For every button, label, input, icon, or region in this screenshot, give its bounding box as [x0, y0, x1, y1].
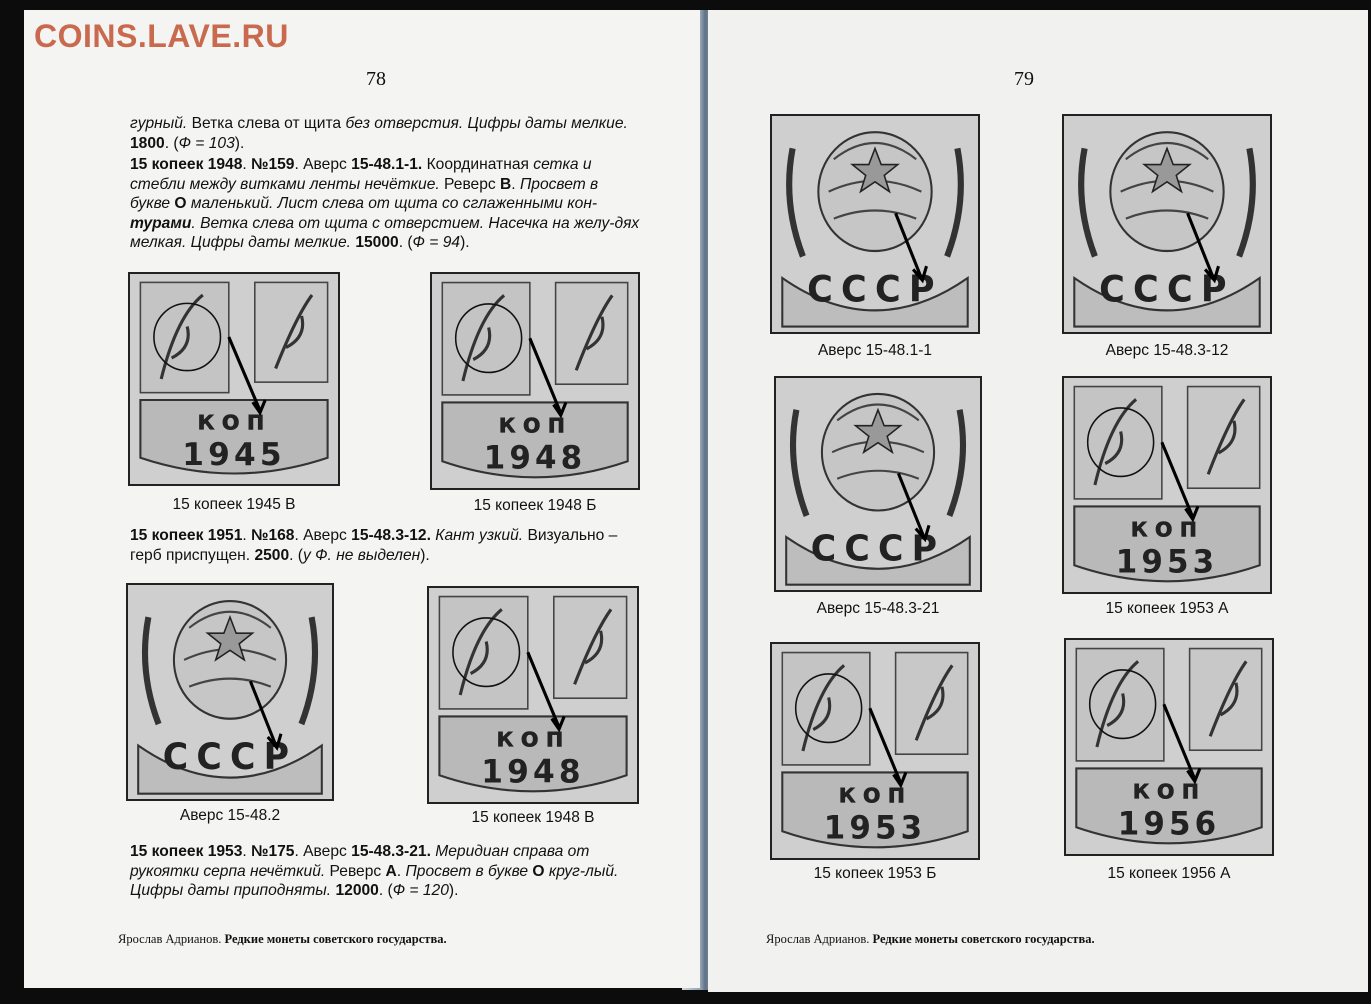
text-run: . ( [164, 134, 179, 152]
text-run: гурный. [130, 115, 188, 132]
ussr-inscription: СССР [162, 736, 298, 779]
page-number-right: 79 [1014, 68, 1034, 90]
coin-photo [772, 116, 978, 332]
text-run: Ф = 103 [178, 134, 235, 152]
footer-author: Ярослав Адрианов. [118, 932, 222, 946]
text-run: О [532, 862, 545, 880]
text-run: Ветка слева от щита [187, 115, 346, 132]
text-run: 2500 [254, 546, 290, 564]
caption-1948-v: 15 копеек 1948 В [471, 809, 595, 826]
text-run: без отверстия. Цифры даты мелкие. [345, 115, 628, 132]
coin-figure-1948-b [430, 272, 640, 490]
caption-avers-15-48-3-12: Аверс 15-48.3-12 [1105, 342, 1229, 359]
coin-photo [128, 585, 332, 799]
text-run: . Аверс [294, 527, 352, 544]
coin-photo [776, 378, 980, 590]
text-run: №168 [251, 527, 295, 544]
coin-photo [429, 588, 637, 802]
coin-figure-avers-15-48-2 [126, 583, 334, 801]
paragraph-1948-text [130, 155, 640, 253]
caption-1945-v: 15 копеек 1945 В [172, 496, 296, 513]
text-run: Ф = 94 [412, 234, 461, 252]
text-run: 15-48.1-1. [351, 156, 423, 173]
coin-figure-1953-b [770, 642, 980, 860]
caption-1948-b: 15 копеек 1948 Б [473, 497, 597, 514]
kop-inscription: коп [498, 407, 572, 440]
caption-avers-15-48-3-21: Аверс 15-48.3-21 [816, 600, 940, 617]
footer-left [118, 932, 447, 947]
paragraph-1951 [130, 526, 640, 565]
text-run: Меридиан справа от рукоятки серпа нечёткий. [130, 843, 590, 880]
footer-author: Ярослав Адрианов. [766, 932, 870, 946]
date-inscription: 1948 [481, 754, 585, 791]
text-run: 1800 [130, 134, 165, 152]
coin-figure-1945-v [128, 272, 340, 486]
text-run: №175 [251, 843, 295, 860]
text-run: . [242, 843, 252, 860]
date-inscription: 1948 [483, 440, 587, 477]
text-run: В [500, 175, 512, 193]
text-run: 15-48.3-12. [351, 527, 431, 544]
text-run: 15-48.3-21. [351, 843, 431, 860]
site-watermark-logo: COINS.LAVE.RU [34, 18, 289, 54]
caption-avers-15-48-2: Аверс 15-48.2 [179, 807, 281, 824]
text-run: 15 копеек 1948 [130, 156, 243, 173]
kop-inscription: коп [838, 777, 912, 810]
paragraph-1953 [130, 842, 640, 901]
ussr-inscription: СССР [810, 527, 946, 570]
ussr-inscription: СССР [807, 269, 943, 311]
footer-right [766, 932, 1095, 947]
text-run: с отверстием. Насечка на желу-дях мелкая. Цифры даты мелкие. [130, 214, 640, 252]
text-run: 12000 [335, 882, 379, 900]
kop-inscription: коп [1132, 773, 1206, 806]
text-run: Визуально – герб приспущен. [130, 527, 618, 564]
date-inscription: 1956 [1117, 806, 1221, 843]
caption-1953-a: 15 копеек 1953 А [1105, 600, 1229, 617]
coin-figure-avers-15-48-3-21 [774, 376, 982, 592]
footer-book-title: Редкие монеты советского государства. [224, 932, 447, 946]
text-run: Просвет в букве [405, 862, 533, 880]
text-run: . Аверс [294, 843, 352, 860]
paragraph-1948 [130, 155, 640, 253]
coin-photo [1064, 378, 1270, 592]
coin-figure-1948-v [427, 586, 639, 804]
text-run: Реверс [439, 175, 501, 193]
text-run: ). [234, 134, 245, 152]
coin-photo [772, 644, 978, 858]
text-run: . Аверс [294, 156, 352, 173]
text-run: . [511, 175, 520, 193]
text-run: Координатная [422, 156, 534, 173]
text-run: А [385, 862, 397, 880]
kop-inscription: коп [1130, 511, 1204, 544]
text-run: . ( [378, 882, 393, 900]
text-run: сетка и стебли между витками ленты нечёткие. [130, 156, 592, 193]
text-run: маленький. Лист слева от щита со сглаженными кон- [186, 195, 598, 213]
text-run: 15 копеек 1951 [130, 527, 243, 544]
coin-photo [1066, 640, 1272, 854]
text-run: Ф = 120 [392, 882, 449, 900]
coin-figure-1956-a [1064, 638, 1274, 856]
coin-photo [130, 274, 338, 484]
text-run: Кант узкий. [435, 527, 524, 544]
caption-avers-15-48-1-1: Аверс 15-48.1-1 [817, 342, 933, 359]
text-run: турами [130, 214, 192, 232]
date-inscription: 1953 [1115, 544, 1219, 581]
paragraph-1953-text [130, 842, 640, 901]
coin-photo [432, 274, 638, 488]
text-run: у Ф. не выделен [303, 546, 421, 564]
text-run: . [396, 862, 406, 880]
coin-figure-1953-a [1062, 376, 1272, 594]
text-run: . ( [398, 234, 413, 252]
text-run: ). [420, 546, 430, 564]
ussr-inscription: СССР [1099, 269, 1235, 311]
caption-1956-a: 15 копеек 1956 А [1107, 865, 1231, 882]
text-run: . Ветка слева от щита [191, 214, 373, 232]
coin-figure-avers-15-48-1-1 [770, 114, 980, 334]
paragraph-1951-text [130, 526, 640, 565]
date-inscription: 1945 [182, 436, 286, 474]
kop-inscription: коп [495, 722, 571, 754]
text-run: 15 копеек 1953 [130, 843, 243, 860]
text-run: . ( [289, 546, 303, 564]
page-number-left: 78 [366, 68, 386, 90]
intro-paragraph [130, 114, 640, 153]
right-page [708, 10, 1368, 992]
text-run: №159 [251, 156, 295, 173]
text-run: 15000 [355, 234, 399, 252]
text-run: Просвет в букве [130, 175, 599, 213]
text-run: круг-лый. Цифры даты приподняты. [130, 862, 619, 900]
footer-book-title: Редкие монеты советского государства. [872, 932, 1095, 946]
text-run: ). [460, 234, 470, 252]
coin-figure-avers-15-48-3-12 [1062, 114, 1272, 334]
kop-inscription: коп [196, 405, 272, 437]
left-page [24, 10, 700, 988]
text-run: ). [448, 882, 459, 900]
coin-photo [1064, 116, 1270, 332]
date-inscription: 1953 [823, 810, 927, 847]
text-run: О [174, 195, 187, 213]
caption-1953-b: 15 копеек 1953 Б [813, 865, 937, 882]
text-run: Реверс [325, 862, 386, 880]
text-run: . [242, 527, 252, 544]
text-run: . [242, 156, 252, 173]
intro-paragraph-text [130, 114, 640, 153]
